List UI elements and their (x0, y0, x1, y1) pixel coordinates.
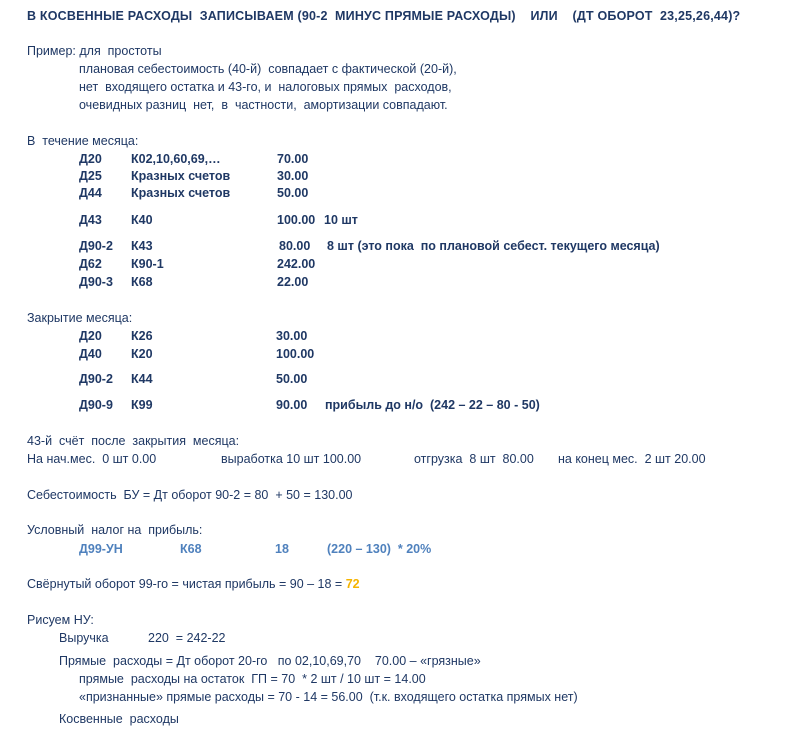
entry-credit: К40 (131, 213, 153, 227)
entry-debit: Д20 (79, 329, 102, 343)
page-header: В КОСВЕННЫЕ РАСХОДЫ ЗАПИСЫВАЕМ (90-2 МИНУС ПРЯМЫЕ РАСХОДЫ) ИЛИ (ДТ ОБОРОТ 23,25,26,44)? (27, 9, 741, 23)
entry-credit: К99 (131, 398, 153, 412)
net-profit-value: 72 (345, 577, 360, 591)
entry-sum: 22.00 (277, 275, 309, 289)
entry-sum: 50.00 (276, 372, 308, 386)
entry-debit: Д20 (79, 152, 102, 166)
nu-direct-recognized: «признанные» прямые расходы = 70 - 14 = 56.00 (т.к. входящего остатка прямых нет) (79, 690, 578, 704)
entry-credit: К02,10,60,69,… (131, 152, 221, 166)
entry-debit: Д40 (79, 347, 102, 361)
nu-indirect: Косвенные расходы (59, 712, 179, 726)
entry-credit: К90-1 (131, 257, 164, 271)
entry-credit: К68 (131, 275, 153, 289)
entry-sum: 50.00 (277, 186, 309, 200)
entry-credit: К44 (131, 372, 153, 386)
entry-debit: Д90-3 (79, 275, 113, 289)
tax-title: Условный налог на прибыль: (27, 523, 203, 537)
example-line-1: плановая себестоимость (40-й) совпадает с фактической (20-й), (79, 62, 457, 76)
nu-direct-rest: прямые расходы на остаток ГП = 70 * 2 шт / 10 шт = 14.00 (79, 672, 426, 686)
entry-credit: Кразных счетов (131, 186, 231, 200)
entry-sum: 100.00 (277, 213, 316, 227)
account43-end: на конец мес. 2 шт 20.00 (558, 452, 706, 466)
example-line-2: нет входящего остатка и 43-го, и налоговых прямых расходов, (79, 80, 452, 94)
entry-debit: Д44 (79, 186, 102, 200)
entry-debit: Д43 (79, 213, 102, 227)
entry-debit: Д90-2 (79, 372, 113, 386)
entry-sum: 90.00 (276, 398, 308, 412)
account43-shipment: отгрузка 8 шт 80.00 (414, 452, 534, 466)
nu-revenue-label: Выручка (59, 631, 109, 645)
account43-start: На нач.мес. 0 шт 0.00 (27, 452, 157, 466)
example-line-3: очевидных разниц нет, в частности, амортизации совпадают. (79, 98, 448, 112)
nu-title: Рисуем НУ: (27, 613, 94, 627)
example-title: Пример: для простоты (27, 44, 162, 58)
entry-debit: Д25 (79, 169, 102, 183)
account43-title: 43-й счёт после закрытия месяца: (27, 434, 240, 448)
entry-credit: К26 (131, 329, 153, 343)
nu-direct: Прямые расходы = Дт оборот 20-го по 02,10,69,70 70.00 – «грязные» (59, 654, 481, 668)
entry-sum: 30.00 (277, 169, 309, 183)
account43-production: выработка 10 шт 100.00 (221, 452, 362, 466)
entry-sum: 70.00 (277, 152, 309, 166)
tax-credit: К68 (180, 542, 202, 556)
entry-sum: 100.00 (276, 347, 315, 361)
tax-sum: 18 (275, 542, 289, 556)
tax-formula: (220 – 130) * 20% (327, 542, 432, 556)
cost-line: Себестоимость БУ = Дт оборот 90-2 = 80 + 50 = 130.00 (27, 488, 353, 502)
entry-credit: Кразных счетов (131, 169, 231, 183)
entry-sum: 80.00 (279, 239, 311, 253)
entry-debit: Д90-9 (79, 398, 113, 412)
entry-debit: Д90-2 (79, 239, 113, 253)
entry-credit: К43 (131, 239, 153, 253)
closing-title: Закрытие месяца: (27, 311, 133, 325)
entry-sum: 242.00 (277, 257, 316, 271)
entry-note: прибыль до н/о (242 – 22 – 80 - 50) (325, 398, 540, 412)
entry-note: 10 шт (324, 213, 358, 227)
turnover-line (27, 576, 360, 592)
entry-debit: Д62 (79, 257, 102, 271)
entry-note: 8 шт (это пока по плановой себест. текущего месяца) (327, 239, 660, 253)
entry-sum: 30.00 (276, 329, 308, 343)
nu-revenue-value: 220 = 242-22 (148, 631, 226, 645)
entry-credit: К20 (131, 347, 153, 361)
turnover-text: Свёрнутый оборот 99-го = чистая прибыль = 90 – 18 = (27, 577, 346, 591)
during-title: В течение месяца: (27, 134, 139, 148)
tax-debit: Д99-УН (79, 542, 123, 556)
